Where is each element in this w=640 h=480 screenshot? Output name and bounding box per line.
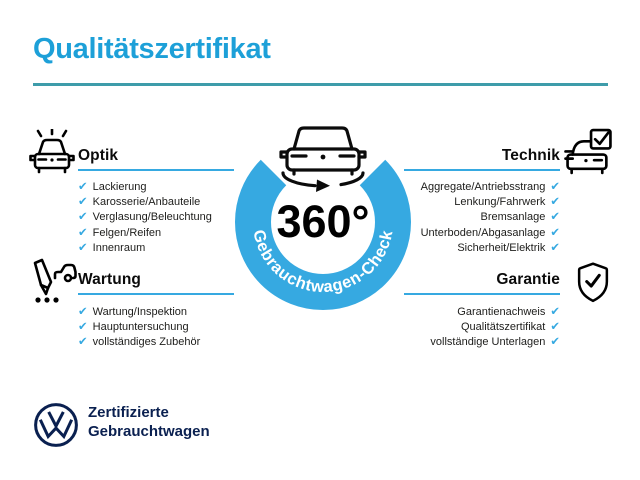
- car-shine-icon: [28, 129, 76, 175]
- section-underline-technik: [404, 169, 560, 171]
- check-icon: ✔: [550, 303, 560, 318]
- section-underline-wartung: [78, 293, 234, 295]
- check-icon: ✔: [550, 334, 560, 349]
- car-checkbox-icon: [563, 128, 615, 177]
- list-item: Bremsanlage ✔: [480, 209, 560, 224]
- list-item: ✔ Lackierung: [78, 178, 147, 193]
- optik-checklist: [78, 179, 212, 255]
- list-item: Unterboden/Abgasanlage ✔: [420, 224, 560, 239]
- brand-line2: Gebrauchtwagen: [88, 422, 210, 440]
- check-icon: ✔: [78, 240, 88, 255]
- list-item: ✔ Innenraum: [78, 240, 146, 255]
- check-icon: ✔: [550, 194, 560, 209]
- degree-label: 360°: [276, 196, 370, 247]
- list-item: ✔ Hauptuntersuchung: [78, 319, 189, 334]
- list-item: Aggregate/Antriebsstrang ✔: [420, 178, 560, 193]
- ring-label: Gebrauchtwagen-Check: [249, 228, 397, 297]
- brand-text: [88, 404, 210, 441]
- check-icon: ✔: [550, 209, 560, 224]
- list-item: Garantienachweis ✔: [457, 303, 560, 318]
- list-item: ✔ Verglasung/Beleuchtung: [78, 209, 212, 224]
- list-item: ✔ vollständiges Zubehör: [78, 334, 201, 349]
- check-icon: ✔: [78, 319, 88, 334]
- list-item: ✔ Karosserie/Anbauteile: [78, 194, 201, 209]
- section-title-wartung: Wartung: [78, 271, 141, 288]
- check-icon: ✔: [550, 178, 560, 193]
- list-item: vollständige Unterlagen ✔: [430, 334, 560, 349]
- page-title: Qualitätszertifikat: [33, 33, 271, 65]
- header-divider: [33, 83, 608, 86]
- check-icon: ✔: [78, 303, 88, 318]
- check-icon: ✔: [550, 319, 560, 334]
- section-title-technik: Technik: [501, 147, 560, 164]
- list-item: Qualitätszertifikat ✔: [460, 319, 560, 334]
- section-title-garantie: Garantie: [496, 271, 560, 288]
- vw-logo: [33, 402, 79, 448]
- section-underline-garantie: [404, 293, 560, 295]
- check-icon: ✔: [78, 178, 88, 193]
- list-item: ✔ Felgen/Reifen: [78, 224, 162, 239]
- brand-line1: Zertifizierte: [88, 404, 169, 421]
- check-icon: ✔: [78, 334, 88, 349]
- check-icon: ✔: [550, 224, 560, 239]
- service-pen-car-icon: [27, 257, 77, 305]
- check-icon: ✔: [78, 209, 88, 224]
- list-item: Lenkung/Fahrwerk ✔: [454, 194, 560, 209]
- section-underline-optik: [78, 169, 234, 171]
- shield-check-icon: [576, 261, 610, 304]
- check-icon: ✔: [550, 240, 560, 255]
- check-icon: ✔: [78, 194, 88, 209]
- 360-check-emblem: [231, 116, 415, 319]
- list-item: ✔ Wartung/Inspektion: [78, 303, 188, 318]
- section-title-optik: Optik: [78, 147, 119, 164]
- check-icon: ✔: [78, 224, 88, 239]
- wartung-checklist: [78, 304, 200, 350]
- list-item: Sicherheit/Elektrik ✔: [457, 240, 560, 255]
